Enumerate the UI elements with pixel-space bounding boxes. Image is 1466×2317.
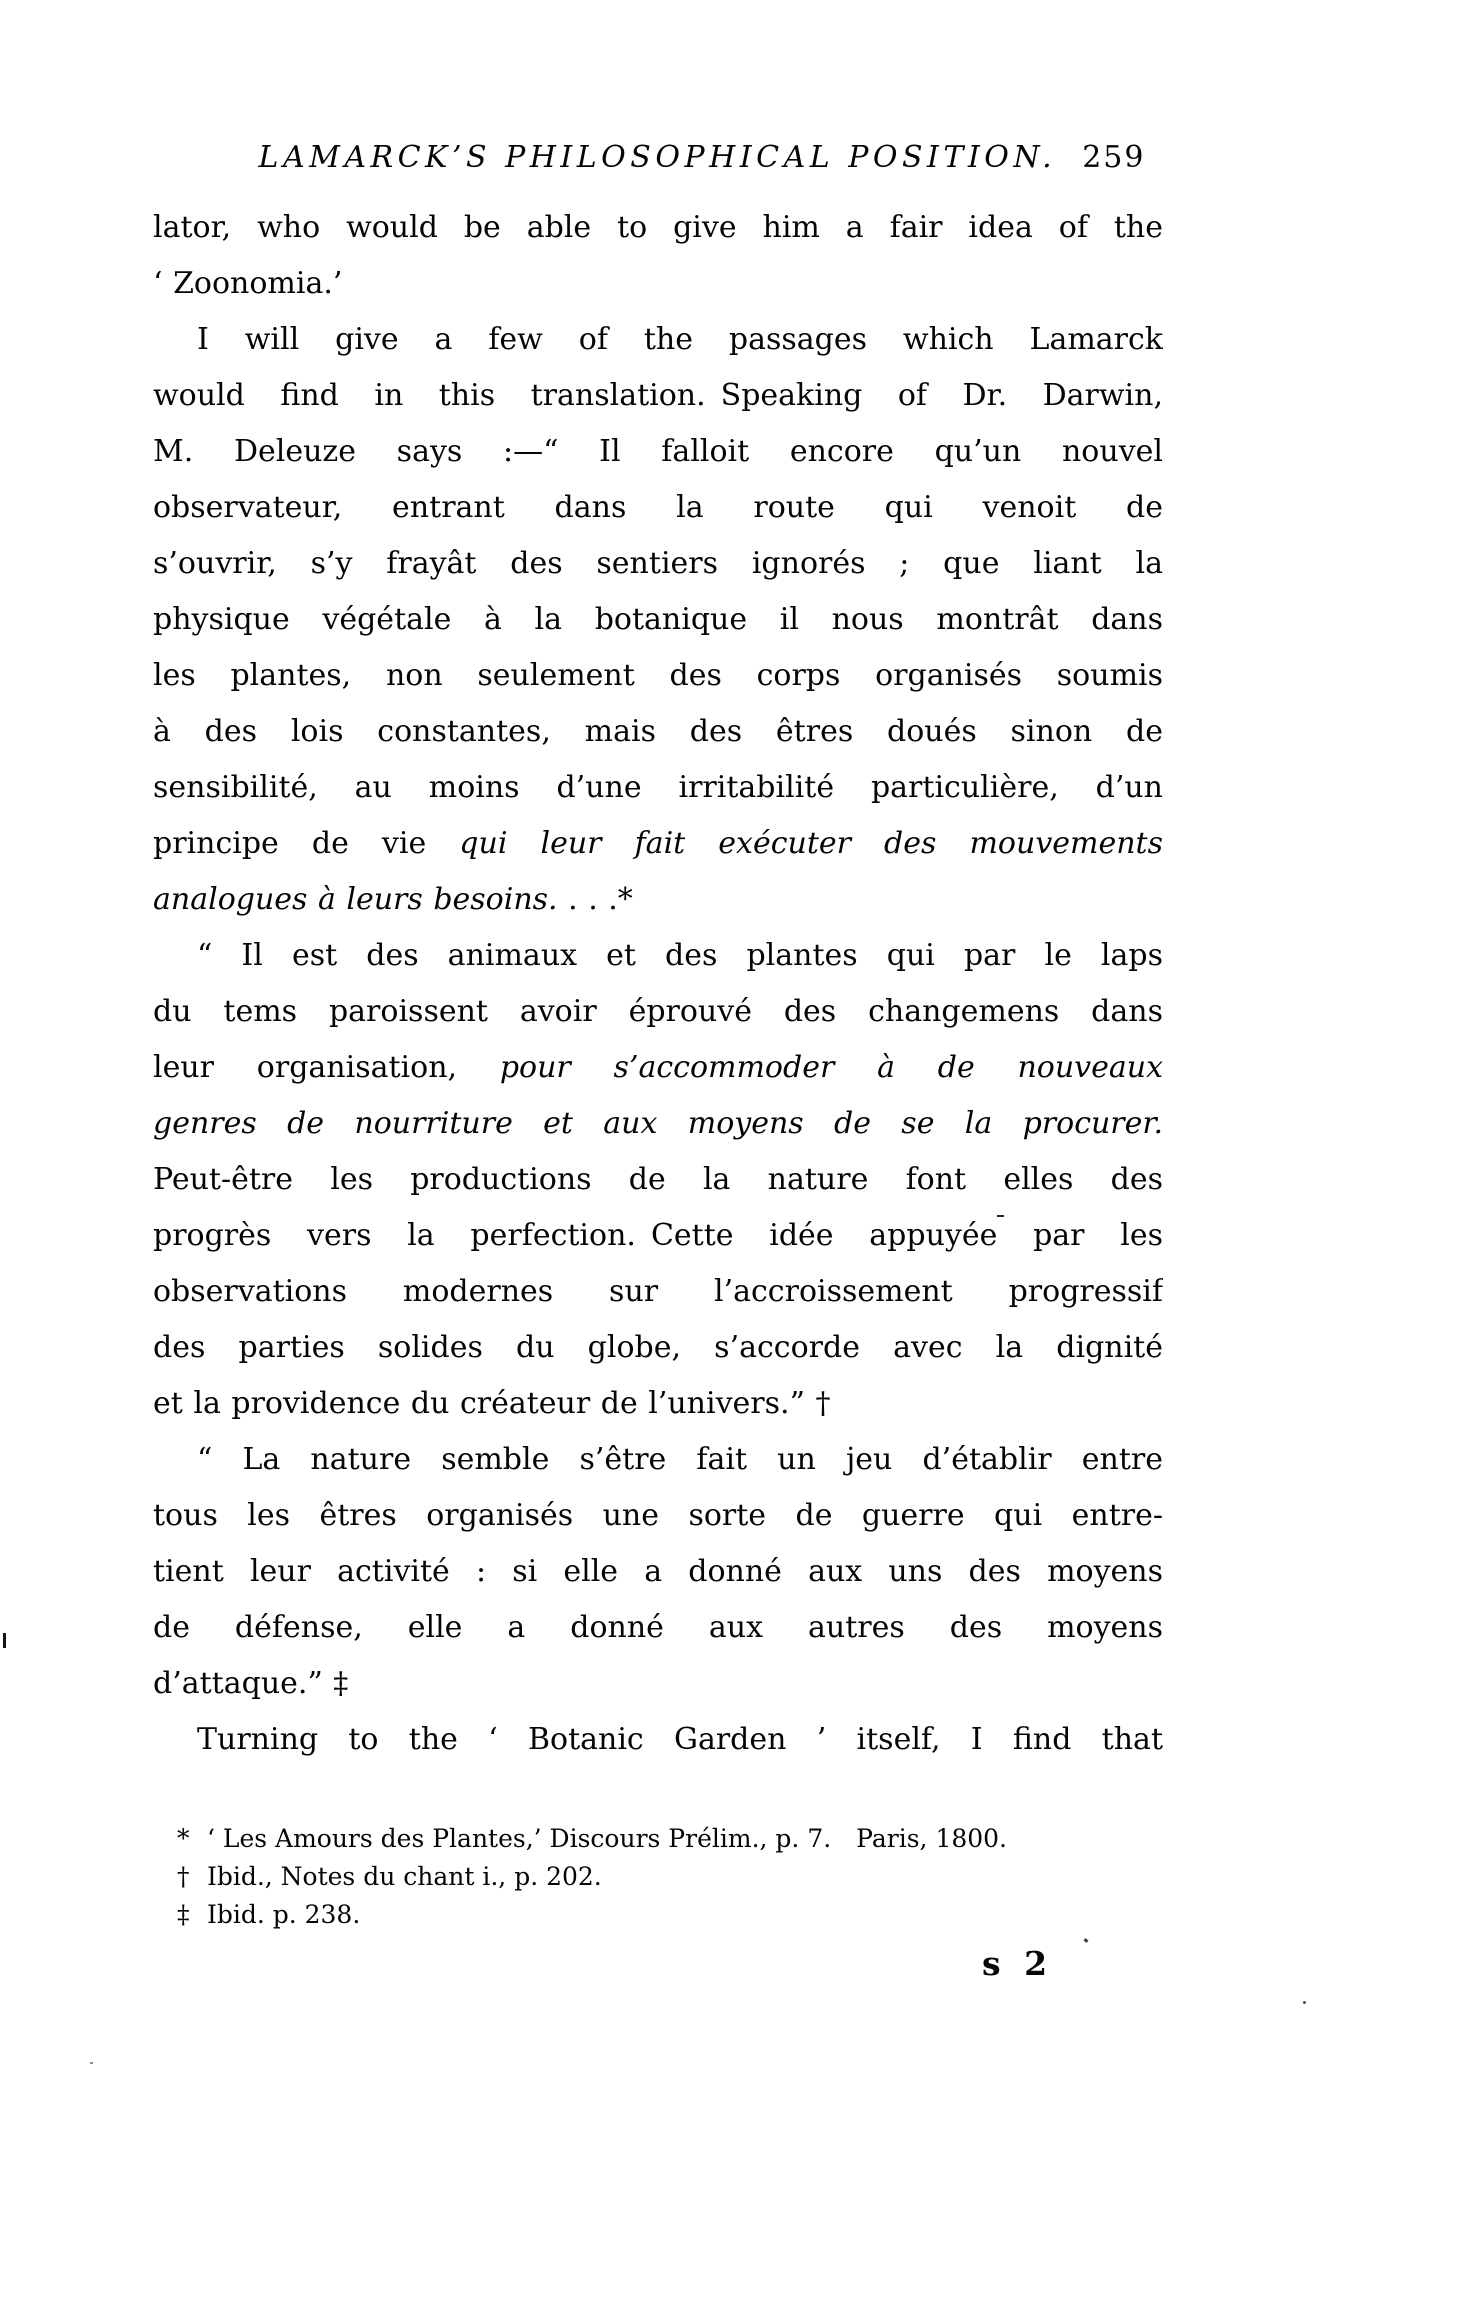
scan-artifact — [90, 2062, 93, 2064]
text-line — [153, 1376, 1163, 1432]
text-line — [153, 1096, 1163, 1152]
scan-artifact — [3, 1633, 6, 1648]
text-segment: M. Deleuze says :—“ Il falloit encore qu’un nouvel — [153, 434, 1163, 469]
text-segment: analogues à leurs besoins. — [153, 882, 558, 917]
text-segment: à des lois constantes, mais des êtres doués sinon de — [153, 714, 1163, 749]
text-segment: pour s’accommoder à de nouveaux — [499, 1050, 1163, 1085]
footnote-marker: † — [177, 1862, 190, 1891]
scan-artifact — [1084, 1938, 1089, 1943]
footnotes-block — [177, 1820, 1167, 1934]
body-text-block — [153, 200, 1163, 1768]
text-segment: du tems paroissent avoir éprouvé des changemens dans — [153, 994, 1163, 1029]
running-head — [197, 136, 1207, 180]
text-line — [153, 256, 1163, 312]
text-line — [153, 1040, 1163, 1096]
scan-artifact — [1303, 2001, 1306, 2004]
text-segment: genres de nourriture et aux moyens de se la procurer. — [153, 1106, 1163, 1141]
page-number: 259 — [1082, 140, 1146, 175]
text-segment: qui leur fait exécuter des mouvements — [459, 826, 1163, 861]
running-head-title: LAMARCK’S PHILOSOPHICAL POSITION. — [258, 140, 1057, 175]
text-line — [153, 760, 1163, 816]
text-line — [153, 928, 1163, 984]
text-line — [153, 1264, 1163, 1320]
text-segment: Peut-être les productions de la nature font elles des — [153, 1162, 1163, 1197]
text-segment: . . .* — [557, 882, 633, 917]
text-line — [153, 1208, 1163, 1264]
text-line — [153, 592, 1163, 648]
text-line — [153, 1320, 1163, 1376]
text-segment: tous les êtres organisés une sorte de guerre qui entre- — [153, 1498, 1163, 1533]
footnote — [177, 1820, 1167, 1858]
footnote-text: Ibid. p. 238. — [199, 1900, 361, 1929]
text-segment: progrès vers la perfection. Cette idée appuyée par les — [153, 1218, 1163, 1253]
text-segment: principe de vie — [153, 826, 460, 861]
text-segment: de défense, elle a donné aux autres des moyens — [153, 1610, 1163, 1645]
text-segment: des parties solides du globe, s’accorde avec la dignité — [153, 1330, 1163, 1365]
text-line — [153, 872, 1163, 928]
text-segment: tient leur activité : si elle a donné aux uns des moyens — [153, 1554, 1163, 1589]
text-line — [153, 984, 1163, 1040]
text-segment: et la providence du créateur de l’univers.” † — [153, 1386, 831, 1421]
text-segment: physique végétale à la botanique il nous montrât dans — [153, 602, 1163, 637]
text-segment: observations modernes sur l’accroissement progressif — [153, 1274, 1163, 1309]
text-line — [153, 1488, 1163, 1544]
text-line — [153, 1544, 1163, 1600]
footnote — [177, 1858, 1167, 1896]
text-line — [153, 536, 1163, 592]
text-line — [153, 1656, 1163, 1712]
text-line — [153, 312, 1163, 368]
text-segment: observateur, entrant dans la route qui venoit de — [153, 490, 1163, 525]
text-line — [153, 424, 1163, 480]
text-line — [153, 816, 1163, 872]
text-segment: leur organisation, — [153, 1050, 500, 1085]
text-segment: les plantes, non seulement des corps organisés soumis — [153, 658, 1163, 693]
footnote-marker: * — [177, 1824, 190, 1853]
footnote-marker: ‡ — [177, 1900, 190, 1929]
footnote — [177, 1896, 1167, 1934]
printer-signature: s 2 — [982, 1944, 1054, 1983]
text-line — [153, 1432, 1163, 1488]
text-segment: I will give a few of the passages which Lamarck — [197, 322, 1163, 357]
text-segment: ‘ Zoonomia.’ — [153, 266, 343, 301]
footnote-text: Ibid., Notes du chant i., p. 202. — [199, 1862, 602, 1891]
text-line — [153, 648, 1163, 704]
text-segment: sensibilité, au moins d’une irritabilité particulière, d’un — [153, 770, 1163, 805]
text-segment: “ Il est des animaux et des plantes qui par le laps — [197, 938, 1163, 973]
footnote-text: ‘ Les Amours des Plantes,’ Discours Prélim., p. 7. Paris, 1800. — [199, 1824, 1008, 1853]
text-segment: d’attaque.” ‡ — [153, 1666, 349, 1701]
text-line — [153, 1152, 1163, 1208]
text-segment: “ La nature semble s’être fait un jeu d’établir entre — [197, 1442, 1163, 1477]
text-line — [153, 1600, 1163, 1656]
text-line — [153, 1712, 1163, 1768]
text-segment: s’ouvrir, s’y frayât des sentiers ignorés ; que liant la — [153, 546, 1163, 581]
text-line — [153, 704, 1163, 760]
scan-artifact — [997, 1215, 1004, 1217]
text-line — [153, 368, 1163, 424]
text-segment: Turning to the ‘ Botanic Garden ’ itself, I find that — [197, 1722, 1163, 1757]
text-line — [153, 480, 1163, 536]
text-line — [153, 200, 1163, 256]
text-segment: lator, who would be able to give him a fair idea of the — [153, 210, 1163, 245]
text-segment: would find in this translation. Speaking of Dr. Darwin, — [153, 378, 1163, 413]
